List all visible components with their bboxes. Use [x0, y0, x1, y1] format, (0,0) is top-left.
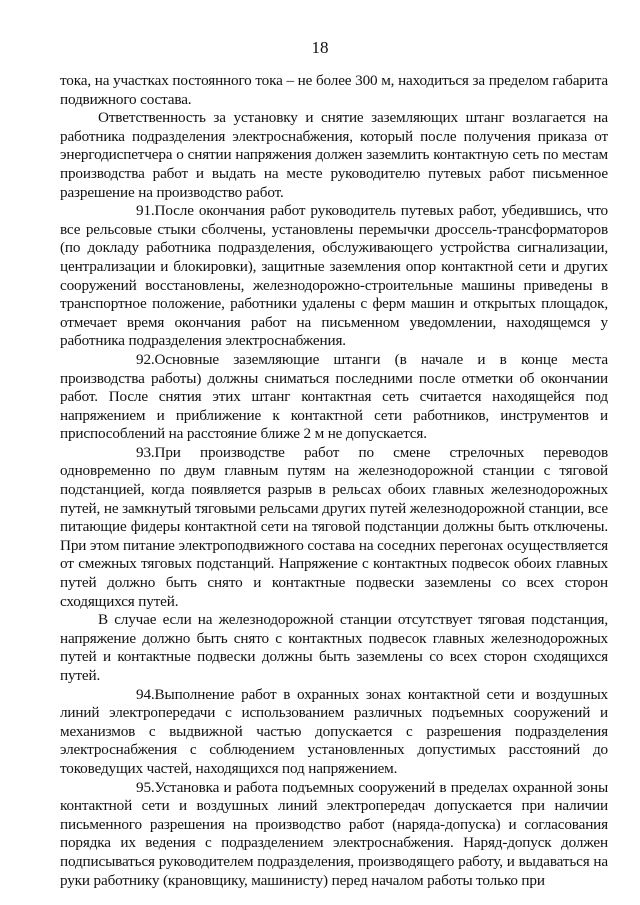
paragraph-91	[60, 202, 608, 351]
paragraph-continuation	[60, 72, 608, 109]
paragraph-text: Установка и работа подъемных сооружений в пределах охранной зоны контактной сети и воздушных линий электропередач допускается при наличии письменного разрешения на производство работ (наряда-допуска) и согласования порядка их ведения с подразделением электроснабжения. Наряд-допуск должен подписываться руководителем подразделения, производящего работу, и выдаваться на руки работнику (крановщику, машинисту) перед началом работы только при	[60, 778, 608, 889]
paragraph-93	[60, 444, 608, 611]
paragraph-text: После окончания работ руководитель путевых работ, убедившись, что все рельсовые стыки сболчены, установлены перемычки дроссель-трансформаторов (по докладу работника подразделения, обслуживающего устройства сигнализации, централизации и блокировки), защитные заземления опор контактной сети и других сооружений восстановлены, железнодорожно-строительные машины приведены в транспортное положение, работники удалены с ферм машин и открытых площадок, отмечает время окончания работ на письменном уведомлении, находящемся у работника подразделения электроснабжения.	[60, 202, 608, 350]
paragraph-text: В случае если на железнодорожной станции отсутствует тяговая подстанция, напряжение должно быть снято с контактных подвесок главных железнодорожных путей и контактные подвески должны быть заземлены со всех сторон сходящихся путей.	[60, 611, 608, 684]
paragraph-number: 95.	[136, 778, 155, 796]
paragraph-94	[60, 686, 608, 779]
page-number: 18	[311, 38, 329, 57]
paragraph-text: Основные заземляющие штанги (в начале и в конце места производства работы) должны сниматься последними после отметки об окончании работ. После снятия этих штанг контактная сеть считается находящейся под напряжением и приближение к контактной сети работников, инструментов и приспособлений на расстояние ближе 2 м не допускается.	[60, 350, 608, 443]
paragraph-number: 94.	[136, 685, 155, 703]
paragraph-number: 93.	[136, 443, 155, 461]
document-body	[60, 72, 608, 890]
paragraph-95	[60, 779, 608, 891]
paragraph-text: тока, на участках постоянного тока – не более 300 м, находиться за пределом габарита подвижного состава.	[60, 72, 608, 108]
paragraph-93-continued	[60, 611, 608, 685]
paragraph-number: 91.	[136, 202, 155, 220]
paragraph-text: Выполнение работ в охранных зонах контактной сети и воздушных линий электропередачи с использованием различных подъемных сооружений и механизмов с выдвижной частью допускается с разрешения подразделения электроснабжения с соблюдением установленных допустимых расстояний до токоведущих частей, находящихся под напряжением.	[60, 685, 608, 777]
paragraph-92	[60, 351, 608, 444]
paragraph-text: При производстве работ по смене стрелочных переводов одновременно по двум главным путям на железнодорожной станции с тяговой подстанцией, когда появляется разрыв в рельсах обоих главных железнодорожных путей, не замкнутый тяговыми рельсами других путей железнодорожной станции, все питающие фидеры контактной сети на тяговой подстанции должны быть отключены. При этом питание электроподвижного состава на соседних перегонах осуществляется от смежных тяговых подстанций. Напряжение с контактных подвесок обоих главных путей должно быть снято и контактные подвески заземлены со всех сторон сходящихся путей.	[60, 443, 608, 610]
paragraph-text: Ответственность за установку и снятие заземляющих штанг возлагается на работника подразделения электроснабжения, который после получения приказа от энергодиспетчера о снятии напряжения должен заземлить контактную сеть по местам производства работ и выдать на месте руководителю путевых работ письменное разрешение на производство работ.	[60, 109, 608, 201]
paragraph-responsibility	[60, 109, 608, 202]
paragraph-number: 92.	[136, 350, 155, 368]
